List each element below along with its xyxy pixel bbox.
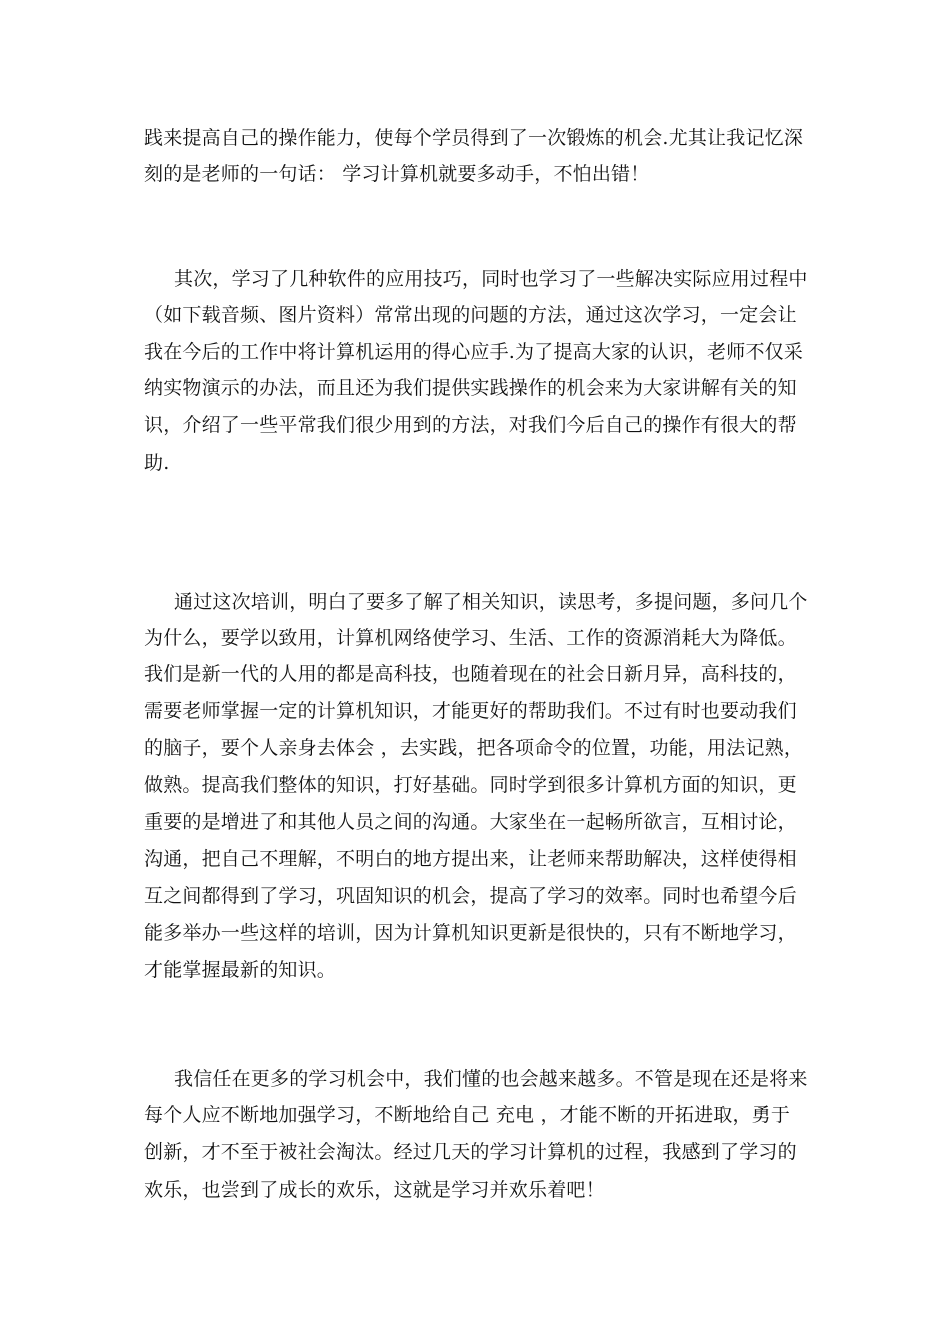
paragraph-1-line-2: 刻的是老师的一句话： 学习计算机就要多动手，不怕出错！ — [144, 163, 650, 185]
paragraph-3-line-2: 为什么，要学以致用，计算机网络使学习、生活、工作的资源消耗大为降低。 — [144, 627, 797, 649]
paragraph-3-line-6: 做熟。提高我们整体的知识，打好基础。同时学到很多计算机方面的知识，更 — [144, 774, 797, 796]
paragraph-2-line-2: （如下载音频、图片资料）常常出现的问题的方法，通过这次学习，一定会让 — [144, 304, 797, 326]
paragraph-3-line-5: 的脑子，要个人亲身去体会 ，去实践，把各项命令的位置，功能，用法记熟， — [144, 737, 804, 759]
paragraph-2-line-3: 我在今后的工作中将计算机运用的得心应手.为了提高大家的认识，老师不仅采 — [144, 341, 804, 363]
paragraph-3-line-3: 我们是新一代的人用的都是高科技，也随着现在的社会日新月异，高科技的， — [144, 663, 797, 685]
paragraph-3-line-7: 重要的是增进了和其他人员之间的沟通。大家坐在一起畅所欲言，互相讨论， — [144, 811, 797, 833]
paragraph-2-line-4: 纳实物演示的办法，而且还为我们提供实践操作的机会来为大家讲解有关的知 — [144, 377, 797, 399]
paragraph-3-line-11: 才能掌握最新的知识。 — [144, 959, 337, 981]
paragraph-3-line-1: 通过这次培训，明白了要多了解了相关知识，读思考，多提问题，多问几个 — [174, 591, 808, 613]
paragraph-2-line-5: 识，介绍了一些平常我们很少用到的方法，对我们今后自己的操作有很大的帮 — [144, 414, 797, 436]
paragraph-4-line-4: 欢乐，也尝到了成长的欢乐，这就是学习并欢乐着吧！ — [144, 1179, 605, 1201]
paragraph-3-line-8: 沟通，把自己不理解，不明白的地方提出来，让老师来帮助解决，这样使得相 — [144, 848, 797, 870]
paragraph-1-line-1: 践来提高自己的操作能力，使每个学员得到了一次锻炼的机会.尤其让我记忆深 — [144, 127, 804, 149]
paragraph-3-line-10: 能多举办一些这样的培训，因为计算机知识更新是很快的，只有不断地学习， — [144, 922, 797, 944]
paragraph-4-line-2: 每个人应不断地加强学习，不断地给自己 充电 ，才能不断的开拓进取，勇于 — [144, 1104, 791, 1126]
paragraph-4-line-1: 我信任在更多的学习机会中，我们懂的也会越来越多。不管是现在还是将来 — [174, 1068, 808, 1090]
paragraph-4-line-3: 创新，才不至于被社会淘汰。经过几天的学习计算机的过程，我感到了学习的 — [144, 1141, 797, 1163]
paragraph-2-line-1: 其次，学习了几种软件的应用技巧，同时也学习了一些解决实际应用过程中 — [174, 268, 808, 290]
paragraph-3-line-4: 需要老师掌握一定的计算机知识，才能更好的帮助我们。不过有时也要动我们 — [144, 700, 797, 722]
paragraph-2-line-6: 助. — [144, 452, 170, 474]
paragraph-3-line-9: 互之间都得到了学习，巩固知识的机会，提高了学习的效率。同时也希望今后 — [144, 885, 797, 907]
